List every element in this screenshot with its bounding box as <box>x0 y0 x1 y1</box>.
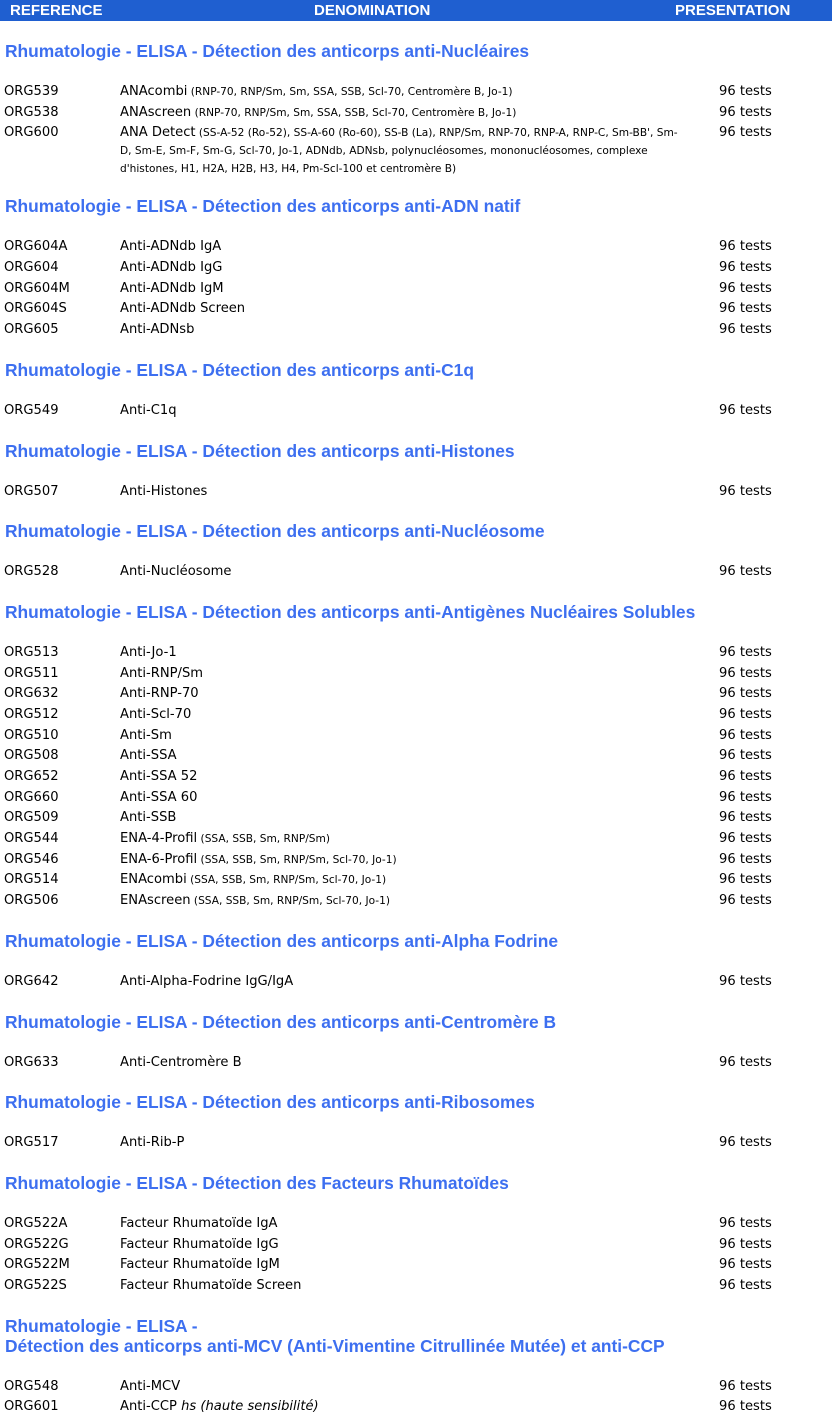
product-row <box>0 787 832 808</box>
product-name: Anti-Histones <box>120 483 208 499</box>
product-denomination <box>120 747 680 764</box>
product-presentation: 96 tests <box>719 564 772 580</box>
product-name: Anti-ADNdb IgA <box>120 239 222 255</box>
product-presentation: 96 tests <box>719 260 772 276</box>
product-presentation: 96 tests <box>719 789 772 805</box>
product-reference: ORG506 <box>4 893 59 909</box>
product-name: Anti-Sm <box>120 727 172 743</box>
product-reference: ORG507 <box>4 483 59 499</box>
product-row <box>0 971 832 992</box>
product-detail: (RNP-70, RNP/Sm, Sm, SSA, SSB, Scl-70, Centromère B, Jo-1) <box>191 106 517 119</box>
product-detail: (SSA, SSB, Sm, RNP/Sm) <box>197 833 330 846</box>
product-denomination <box>120 685 680 702</box>
product-denomination <box>120 1277 680 1294</box>
product-name: ANA Detect <box>120 125 196 141</box>
product-denomination <box>120 892 680 910</box>
product-row <box>0 1254 832 1275</box>
product-presentation: 96 tests <box>719 125 772 141</box>
product-name: Anti-SSA 52 <box>120 769 198 784</box>
product-list <box>0 400 832 421</box>
product-row <box>0 481 832 502</box>
product-reference: ORG539 <box>4 84 59 99</box>
product-row <box>0 745 832 766</box>
product-denomination <box>120 300 680 317</box>
product-row <box>0 1275 832 1296</box>
section-title-line: Rhumatologie - ELISA - Détection des anticorps anti-Centromère B <box>5 1011 557 1032</box>
product-presentation: 96 tests <box>719 893 772 909</box>
product-row <box>0 890 832 911</box>
product-name: Anti-SSA <box>120 748 177 764</box>
section-title <box>0 1012 832 1032</box>
product-denomination <box>120 321 680 338</box>
product-name: Anti-C1q <box>120 402 177 418</box>
product-name: ANAcombi <box>120 84 188 99</box>
product-reference: ORG522G <box>4 1236 69 1252</box>
product-presentation: 96 tests <box>719 1257 772 1273</box>
product-reference: ORG510 <box>4 727 59 743</box>
product-denomination <box>120 851 680 869</box>
product-reference: ORG513 <box>4 644 59 660</box>
product-presentation: 96 tests <box>719 831 772 847</box>
section-title-line: Rhumatologie - ELISA - Détection des anticorps anti-C1q <box>5 359 474 380</box>
product-reference: ORG632 <box>4 686 59 702</box>
product-name: Facteur Rhumatoïde IgA <box>120 1215 278 1231</box>
product-detail: (SSA, SSB, Sm, RNP/Sm, Scl-70, Jo-1) <box>197 853 397 866</box>
product-list <box>0 1132 832 1153</box>
product-reference: ORG522S <box>4 1277 67 1293</box>
product-presentation: 96 tests <box>719 239 772 255</box>
product-row <box>0 257 832 278</box>
product-reference: ORG642 <box>4 973 59 989</box>
product-denomination <box>120 280 680 297</box>
product-presentation: 96 tests <box>719 872 772 888</box>
product-name: Anti-Scl-70 <box>120 706 192 722</box>
product-denomination <box>120 1134 680 1151</box>
product-name: Anti-ADNdb IgG <box>120 260 223 276</box>
product-reference: ORG528 <box>4 564 59 580</box>
section-title-line: Rhumatologie - ELISA - Détection des anticorps anti-Ribosomes <box>5 1092 535 1113</box>
product-row <box>0 298 832 319</box>
header-denomination: DENOMINATION <box>314 2 431 19</box>
product-list <box>0 1052 832 1073</box>
product-reference: ORG652 <box>4 769 59 784</box>
product-presentation: 96 tests <box>719 322 772 338</box>
product-name: ENAcombi <box>120 872 187 888</box>
product-name: Anti-ADNdb Screen <box>120 301 246 317</box>
product-name: Anti-Alpha-Fodrine IgG/IgA <box>120 973 294 989</box>
product-detail: (SS-A-52 (Ro-52), SS-A-60 (Ro-60), SS-B (La), RNP/Sm, RNP-70, RNP-A, RNP-C, Sm-BB', Sm-D, Sm-E, Sm-F, Sm-G, Scl-70, Jo-1, ADNdb, ADNsb, polynucléosomes, mononucléosomes, complexe d'histones, H1, H2A, H2B, H3, H4, Pm-Scl-100 et centromère B) <box>120 127 678 176</box>
product-name: Anti-SSA 60 <box>120 789 198 805</box>
product-row <box>0 683 832 704</box>
product-denomination <box>120 259 680 276</box>
product-reference: ORG544 <box>4 831 59 847</box>
product-presentation: 96 tests <box>719 1378 772 1394</box>
product-denomination <box>120 706 680 723</box>
product-name: Anti-Nucléosome <box>120 564 232 580</box>
product-denomination <box>120 809 680 826</box>
section-title-line: Détection des anticorps anti-MCV (Anti-Vimentine Citrullinée Mutée) et anti-CCP <box>5 1335 665 1356</box>
product-reference: ORG522M <box>4 1257 70 1273</box>
product-presentation: 96 tests <box>719 727 772 743</box>
product-presentation: 96 tests <box>719 84 772 99</box>
product-row <box>0 561 832 582</box>
product-presentation: 96 tests <box>719 810 772 826</box>
product-detail: (RNP-70, RNP/Sm, Sm, SSA, SSB, Scl-70, Centromère B, Jo-1) <box>187 86 513 98</box>
product-presentation: 96 tests <box>719 748 772 764</box>
product-reference: ORG604M <box>4 280 70 296</box>
product-presentation: 96 tests <box>719 686 772 702</box>
product-presentation: 96 tests <box>719 280 772 296</box>
product-presentation: 96 tests <box>719 1215 772 1231</box>
product-row <box>0 766 832 787</box>
product-denomination <box>120 1215 680 1232</box>
section-title-line: Rhumatologie - ELISA - Détection des anticorps anti-Alpha Fodrine <box>5 930 558 951</box>
product-denomination <box>120 727 680 744</box>
product-denomination <box>120 1054 680 1071</box>
section-title <box>0 931 832 951</box>
product-row <box>0 102 832 123</box>
product-row <box>0 1376 832 1397</box>
product-denomination <box>120 1378 680 1395</box>
product-reference: ORG549 <box>4 402 59 418</box>
product-reference: ORG604A <box>4 239 68 255</box>
product-denomination <box>120 563 680 580</box>
table-header <box>0 0 832 21</box>
section-title <box>0 1092 832 1112</box>
product-presentation: 96 tests <box>719 1135 772 1151</box>
product-name: Anti-Jo-1 <box>120 644 177 660</box>
product-reference: ORG600 <box>4 125 59 141</box>
product-note: hs (haute sensibilité) <box>176 1399 319 1415</box>
product-denomination <box>120 665 680 682</box>
product-reference: ORG548 <box>4 1378 59 1394</box>
product-denomination <box>120 83 680 101</box>
product-reference: ORG508 <box>4 748 59 764</box>
section-title <box>0 521 832 541</box>
product-name: Anti-MCV <box>120 1378 181 1394</box>
product-denomination <box>120 402 680 419</box>
product-presentation: 96 tests <box>719 851 772 867</box>
product-reference: ORG538 <box>4 104 59 120</box>
section-title <box>0 196 832 216</box>
product-list <box>0 642 832 911</box>
product-denomination <box>120 238 680 255</box>
product-detail: (SSA, SSB, Sm, RNP/Sm, Scl-70, Jo-1) <box>186 874 387 887</box>
product-row <box>0 807 832 828</box>
product-row <box>0 122 832 176</box>
product-denomination <box>120 1256 680 1273</box>
product-presentation: 96 tests <box>719 402 772 418</box>
product-row <box>0 1132 832 1153</box>
product-list <box>0 561 832 582</box>
product-name: ENAscreen <box>120 893 191 909</box>
section-title-line: Rhumatologie - ELISA - Détection des anticorps anti-Nucléosome <box>5 521 545 542</box>
product-reference: ORG601 <box>4 1399 59 1415</box>
product-name: Anti-RNP-70 <box>120 686 199 702</box>
product-row <box>0 1396 832 1417</box>
product-presentation: 96 tests <box>719 644 772 660</box>
product-presentation: 96 tests <box>719 483 772 499</box>
product-presentation: 96 tests <box>719 104 772 120</box>
product-presentation: 96 tests <box>719 1236 772 1252</box>
section-title-line: Rhumatologie - ELISA - Détection des anticorps anti-Antigènes Nucléaires Solubles <box>5 601 696 622</box>
product-denomination <box>120 973 680 990</box>
product-reference: ORG517 <box>4 1135 59 1151</box>
product-list <box>0 1213 832 1296</box>
section-title-line: Rhumatologie - ELISA - <box>5 1315 198 1336</box>
product-list <box>0 236 832 339</box>
product-name: Anti-ADNsb <box>120 322 195 338</box>
product-list <box>0 481 832 502</box>
product-denomination <box>120 644 680 661</box>
product-denomination <box>120 124 680 178</box>
product-name: Anti-ADNdb IgM <box>120 280 224 296</box>
product-reference: ORG509 <box>4 810 59 826</box>
product-reference: ORG604 <box>4 260 59 276</box>
product-presentation: 96 tests <box>719 973 772 989</box>
product-denomination <box>120 830 680 848</box>
product-denomination <box>120 789 680 806</box>
section-title-line: Rhumatologie - ELISA - Détection des Facteurs Rhumatoïdes <box>5 1172 509 1193</box>
product-presentation: 96 tests <box>719 665 772 681</box>
section-title-line: Rhumatologie - ELISA - Détection des anticorps anti-ADN natif <box>5 196 521 217</box>
product-presentation: 96 tests <box>719 706 772 722</box>
product-row <box>0 319 832 340</box>
product-detail: (SSA, SSB, Sm, RNP/Sm, Scl-70, Jo-1) <box>190 895 390 908</box>
product-list <box>0 81 832 176</box>
product-row <box>0 869 832 890</box>
product-presentation: 96 tests <box>719 1277 772 1293</box>
section-title <box>0 602 832 622</box>
product-reference: ORG546 <box>4 851 59 867</box>
product-name: ANAscreen <box>120 104 192 120</box>
product-presentation: 96 tests <box>719 1399 772 1415</box>
header-reference: REFERENCE <box>10 2 103 19</box>
product-reference: ORG514 <box>4 872 59 888</box>
product-row <box>0 663 832 684</box>
product-reference: ORG511 <box>4 665 59 681</box>
product-name: Anti-RNP/Sm <box>120 665 204 681</box>
product-denomination <box>120 483 680 500</box>
section-title <box>0 41 832 61</box>
product-row <box>0 704 832 725</box>
product-name: Facteur Rhumatoïde Screen <box>120 1277 302 1293</box>
product-presentation: 96 tests <box>719 301 772 317</box>
product-presentation: 96 tests <box>719 769 772 784</box>
product-row <box>0 81 832 102</box>
product-row <box>0 236 832 257</box>
section-title <box>0 360 832 380</box>
product-denomination <box>120 104 680 122</box>
product-reference: ORG522A <box>4 1215 68 1231</box>
product-row <box>0 1213 832 1234</box>
product-name: Facteur Rhumatoïde IgM <box>120 1257 280 1273</box>
section-title-line: Rhumatologie - ELISA - Détection des anticorps anti-Histones <box>5 440 515 461</box>
product-name: Anti-SSB <box>120 810 177 826</box>
section-title <box>0 1173 832 1193</box>
product-row <box>0 278 832 299</box>
product-reference: ORG604S <box>4 301 67 317</box>
section-title <box>0 1316 832 1356</box>
product-row <box>0 1234 832 1255</box>
product-row <box>0 400 832 421</box>
product-name: ENA-6-Profil <box>120 851 198 867</box>
product-row <box>0 828 832 849</box>
product-presentation: 96 tests <box>719 1054 772 1070</box>
product-reference: ORG660 <box>4 789 59 805</box>
product-name: Anti-Rib-P <box>120 1135 185 1151</box>
product-list <box>0 1376 832 1417</box>
product-name: Facteur Rhumatoïde IgG <box>120 1236 279 1252</box>
product-reference: ORG605 <box>4 322 59 338</box>
product-name: ENA-4-Profil <box>120 831 198 847</box>
product-reference: ORG633 <box>4 1054 59 1070</box>
product-row <box>0 642 832 663</box>
product-denomination <box>120 871 680 889</box>
product-name: Anti-CCP <box>120 1399 177 1415</box>
product-row <box>0 1052 832 1073</box>
product-name: Anti-Centromère B <box>120 1054 242 1070</box>
section-title-line: Rhumatologie - ELISA - Détection des anticorps anti-Nucléaires <box>5 41 530 61</box>
product-denomination <box>120 768 680 785</box>
product-denomination <box>120 1236 680 1253</box>
catalog-content <box>0 21 832 1417</box>
header-presentation: PRESENTATION <box>675 2 791 19</box>
product-row <box>0 849 832 870</box>
product-reference: ORG512 <box>4 706 59 722</box>
section-title <box>0 441 832 461</box>
product-list <box>0 971 832 992</box>
product-row <box>0 725 832 746</box>
